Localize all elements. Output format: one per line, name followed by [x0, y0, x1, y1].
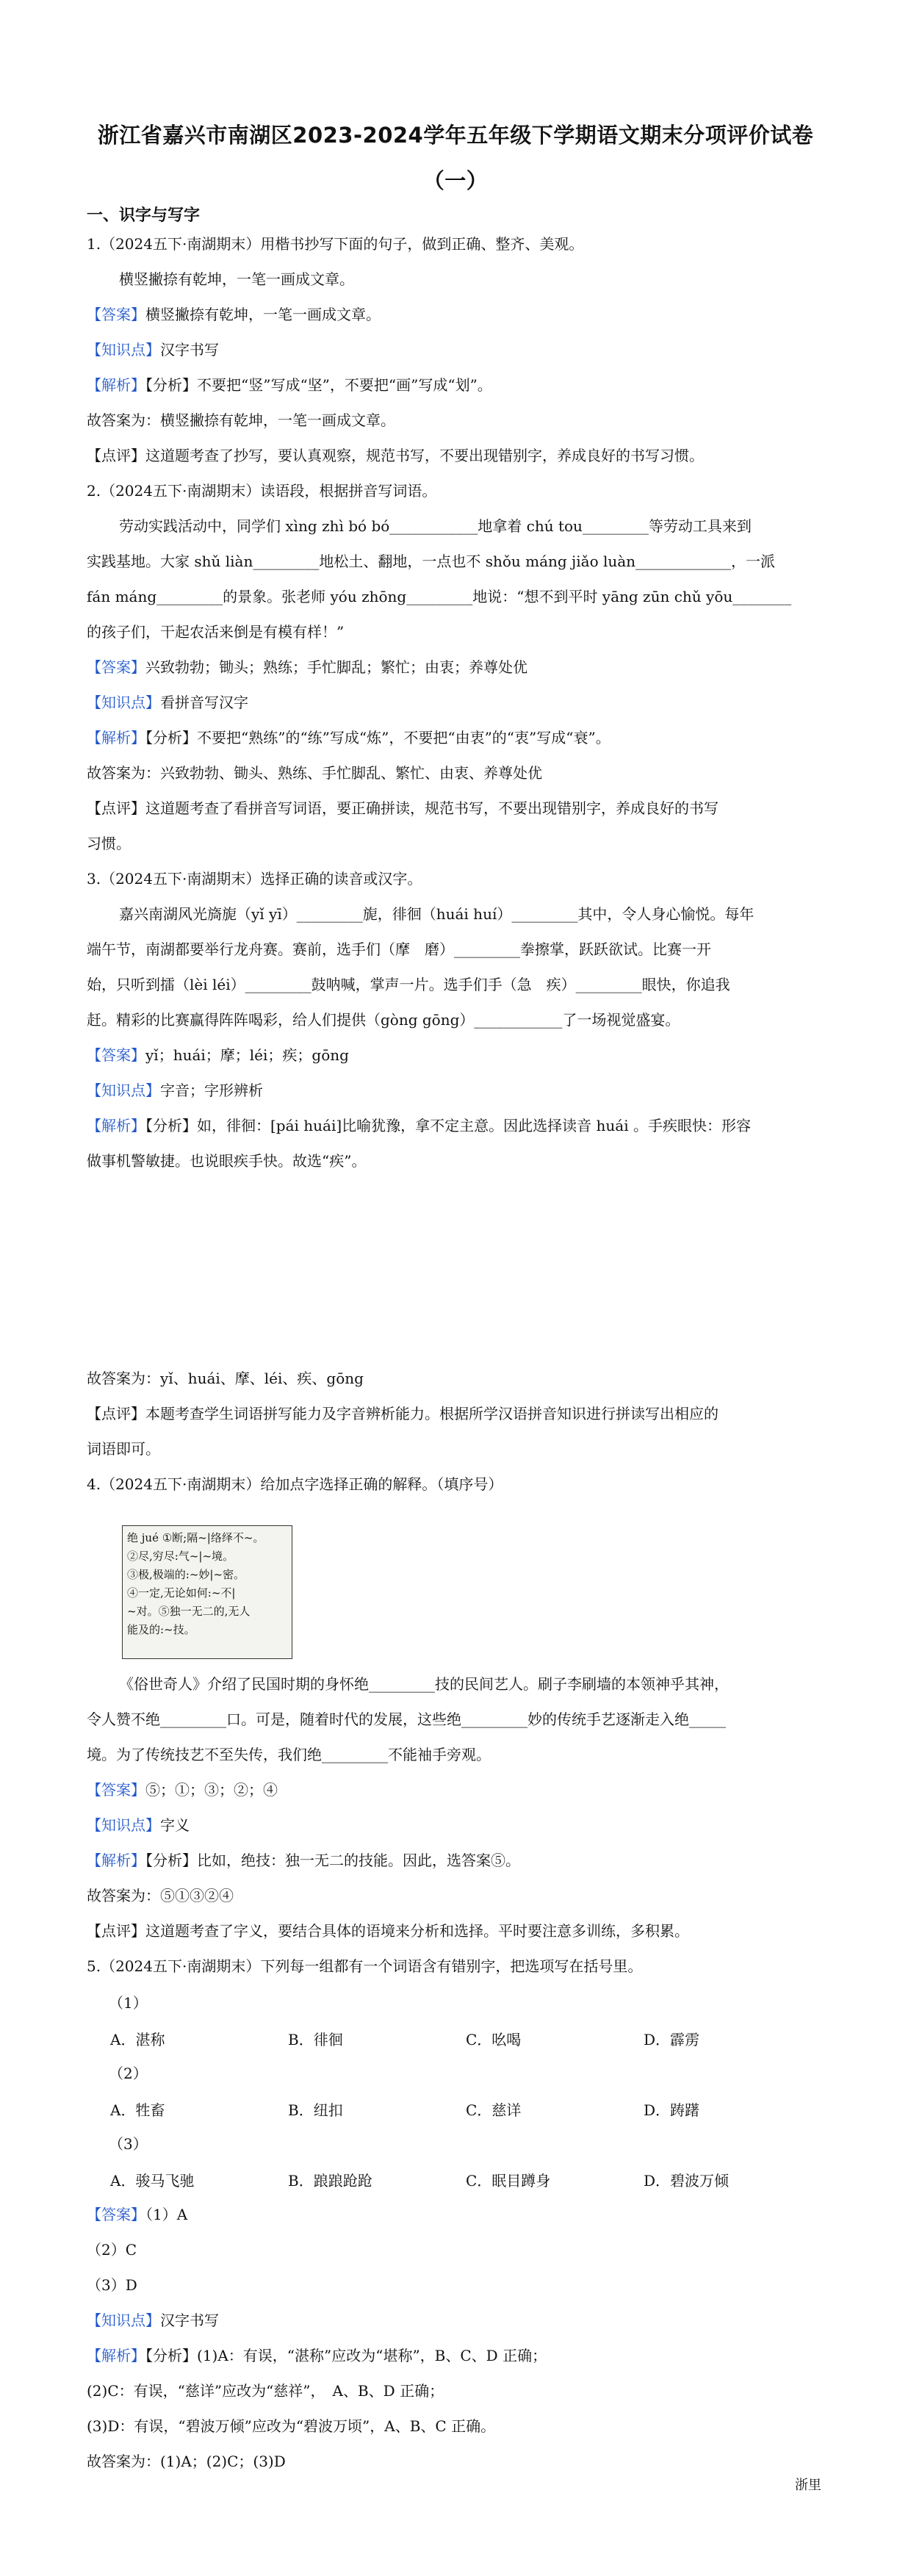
dict-line: 绝 jué ①断;隔~|络绎不~。 [127, 1531, 264, 1544]
q3-paragraph-line: 端午节，南湖都要举行龙舟赛。赛前，选手们（摩 磨）_________拳擦掌，跃跃欲试。比赛一开 [87, 940, 711, 958]
q5-option: C．吆喝 [466, 2031, 522, 2048]
q4-point [87, 1815, 829, 1835]
comment-text: 这道题考查了字义，要结合具体的语境来分析和选择。平时要注意多训练，多积累。 [145, 1922, 689, 1940]
point-text: 汉字书写 [160, 341, 219, 359]
q5-group-label: （1） [109, 1994, 148, 2012]
point-tag: 【知识点】 [87, 1816, 160, 1834]
point-tag: 【知识点】 [87, 341, 160, 359]
q5-option: A．湛称 [110, 2031, 165, 2048]
q5-option: A．牲畜 [110, 2101, 165, 2119]
q3-paragraph-line: 赶。精彩的比赛赢得阵阵喝彩，给人们提供（gòng gōng）____________了一场视觉盛宴。 [87, 1011, 680, 1029]
q1-final: 故答案为：横竖撇捺有乾坤，一笔一画成文章。 [87, 411, 395, 429]
q3-final: 故答案为：yǐ、huái、摩、léi、疾、gōng [87, 1370, 364, 1387]
point-text: 字音；字形辨析 [160, 1082, 263, 1099]
analysis-text: 【分析】不要把“竖”写成“坚”，不要把“画”写成“划”。 [145, 376, 492, 394]
dict-line: ④一定,无论如何:~不| [127, 1586, 236, 1600]
q3-analysis-cont: 做事机警敏捷。也说眼疾手快。故选“疾”。 [87, 1152, 367, 1170]
q5-option: D．霹雳 [644, 2031, 700, 2048]
comment-text: 这道题考查了抄写，要认真观察，规范书写，不要出现错别字，养成良好的书写习惯。 [145, 447, 704, 464]
q4-final: 故答案为：⑤①③②④ [87, 1887, 234, 1904]
point-text: 字义 [160, 1816, 190, 1834]
q5-group-label: （2） [109, 2065, 148, 2082]
q5-option: D．碧波万倾 [644, 2172, 730, 2190]
page-title: 浙江省嘉兴市南湖区2023-2024学年五年级下学期语文期末分项评价试卷 [97, 123, 814, 148]
q1-point [87, 339, 829, 360]
q3-point [87, 1080, 829, 1101]
q2-point [87, 692, 829, 713]
q3-comment [87, 1403, 829, 1424]
q3-analysis [87, 1115, 829, 1136]
q5-answer-line: （2）C [87, 2241, 137, 2259]
answer-tag: 【答案】 [87, 658, 145, 676]
comment-tag: 【点评】 [87, 447, 145, 464]
q4-paragraph-line: 《俗世奇人》介绍了民国时期的身怀绝_________技的民间艺人。刷子李刷墙的本领神乎其神， [119, 1675, 729, 1693]
q5-option: D．踌躇 [644, 2101, 700, 2119]
section-heading: 一、识字与写字 [87, 206, 201, 225]
analysis-tag: 【解析】 [87, 376, 145, 394]
answer-tag: 【答案】 [87, 1781, 145, 1799]
answer-text: ⑤；①；③；②；④ [145, 1781, 278, 1799]
q3-answer [87, 1045, 829, 1065]
q3-paragraph-line: 嘉兴南湖风光旖旎（yǐ yī）_________旎，徘徊（huái huí）_________其中，令人身心愉悦。每年 [119, 905, 755, 923]
analysis-text: 【分析】比如，绝技：独一无二的技能。因此，选答案⑤。 [145, 1852, 520, 1869]
q4-comment [87, 1921, 829, 1941]
q1-analysis [87, 375, 829, 395]
q2-paragraph-line: 劳动实践活动中，同学们 xìng zhì bó bó____________地拿着 chú tou_________等劳动工具来到 [119, 517, 752, 535]
q3-paragraph-line: 始，只听到擂（lèi léi）_________鼓呐喊，掌声一片。选手们手（急 疾）_________眼快，你追我 [87, 976, 730, 993]
q1-stem: 1.（2024五下·南湖期末）用楷书抄写下面的句子，做到正确、整齐、美观。 [87, 235, 584, 253]
point-tag: 【知识点】 [87, 2311, 160, 2329]
dictionary-entry-image [122, 1525, 292, 1659]
answer-tag: 【答案】 [87, 306, 145, 323]
comment-text: 这道题考查了看拼音写词语，要正确拼读，规范书写，不要出现错别字，养成良好的书写 [145, 799, 719, 817]
q1-sentence: 横竖撇捺有乾坤，一笔一画成文章。 [119, 270, 354, 288]
q5-option: C．慈详 [466, 2101, 522, 2119]
dict-line: ②尽,穷尽:气~|~境。 [127, 1550, 234, 1563]
q5-option: B．徘徊 [288, 2031, 343, 2048]
analysis-tag: 【解析】 [87, 2347, 145, 2364]
q2-paragraph-line: 实践基地。大家 shǔ liàn_________地松土、翻地，一点也不 shǒu máng jiǎo luàn_____________，一派 [87, 553, 776, 570]
q4-stem: 4.（2024五下·南湖期末）给加点字选择正确的解释。（填序号） [87, 1475, 503, 1493]
analysis-tag: 【解析】 [87, 729, 145, 746]
analysis-text: 【分析】不要把“熟练”的“练”写成“炼”，不要把“由衷”的“衷”写成“衰”。 [145, 729, 611, 746]
q2-comment-cont: 习惯。 [87, 835, 131, 852]
q5-option: B．纽扣 [288, 2101, 343, 2119]
analysis-text: 【分析】如，徘徊：[pái huái]比喻犹豫，拿不定主意。因此选择读音 huái 。手疾眼快：形容 [145, 1117, 751, 1134]
answer-tag: 【答案】 [87, 2206, 145, 2223]
analysis-text: 【分析】(1)A：有误，“湛称”应改为“堪称”，B、C、D 正确； [145, 2347, 547, 2364]
q5-option: B．踉踉跄跄 [288, 2172, 372, 2190]
answer-text: 横竖撇捺有乾坤，一笔一画成文章。 [145, 306, 381, 323]
answer-text: yǐ；huái；摩；léi；疾；gōng [145, 1046, 349, 1064]
comment-text: 本题考查学生词语拼写能力及字音辨析能力。根据所学汉语拼音知识进行拼读写出相应的 [145, 1405, 719, 1422]
q5-analysis-line: (3)D：有误，“碧波万倾”应改为“碧波万顷”，A、B、C 正确。 [87, 2417, 496, 2435]
comment-tag: 【点评】 [87, 1922, 145, 1940]
analysis-tag: 【解析】 [87, 1117, 145, 1134]
point-tag: 【知识点】 [87, 694, 160, 711]
q5-group-label: （3） [109, 2135, 148, 2153]
q3-stem: 3.（2024五下·南湖期末）选择正确的读音或汉字。 [87, 870, 422, 888]
q2-paragraph-line: 的孩子们，干起农活来倒是有模有样！” [87, 623, 345, 641]
point-text: 看拼音写汉字 [160, 694, 248, 711]
q1-answer [87, 304, 829, 325]
q2-comment [87, 798, 829, 819]
q5-final: 故答案为：(1)A；(2)C；(3)D [87, 2453, 286, 2470]
answer-tag: 【答案】 [87, 1046, 145, 1064]
answer-text: （1）A [145, 2206, 188, 2223]
q5-answer-line: （3）D [87, 2276, 137, 2294]
analysis-tag: 【解析】 [87, 1852, 145, 1869]
q5-option: A．骏马飞驰 [110, 2172, 195, 2190]
dict-line: 能及的:~技。 [127, 1623, 195, 1636]
point-text: 汉字书写 [160, 2311, 219, 2329]
q2-stem: 2.（2024五下·南湖期末）读语段，根据拼音写词语。 [87, 482, 437, 500]
answer-text: 兴致勃勃；锄头；熟练；手忙脚乱；繁忙；由衷；养尊处优 [145, 658, 527, 676]
point-tag: 【知识点】 [87, 1082, 160, 1099]
q4-answer [87, 1780, 829, 1800]
dict-line: ~对。⑤独一无二的,无人 [127, 1605, 251, 1618]
q4-paragraph-line: 令人赞不绝_________口。可是，随着时代的发展，这些绝_________妙的传统手艺逐渐走入绝_____ [87, 1710, 726, 1728]
q5-stem: 5.（2024五下·南湖期末）下列每一组都有一个词语含有错别字，把选项写在括号里。 [87, 1957, 643, 1975]
comment-tag: 【点评】 [87, 799, 145, 817]
q5-analysis [87, 2345, 829, 2366]
q5-option: C．眠目蹲身 [466, 2172, 551, 2190]
q1-comment [87, 445, 829, 466]
q5-analysis-line: (2)C：有误，“慈详”应改为“慈祥”， A、B、D 正确； [87, 2382, 444, 2400]
q4-analysis [87, 1850, 829, 1871]
q5-answer [87, 2204, 829, 2225]
q2-analysis [87, 727, 829, 748]
q2-answer [87, 657, 829, 677]
q2-final: 故答案为：兴致勃勃、锄头、熟练、手忙脚乱、繁忙、由衷、养尊处优 [87, 764, 542, 782]
page-footer: 浙里 [795, 2478, 821, 2493]
q4-paragraph-line: 境。为了传统技艺不至失传，我们绝_________不能袖手旁观。 [87, 1746, 491, 1763]
q5-point [87, 2310, 829, 2331]
q3-comment-cont: 词语即可。 [87, 1440, 160, 1458]
q2-paragraph-line: fán máng_________的景象。张老师 yóu zhōng_________地说：“想不到平时 yāng zūn chǔ yōu________ [87, 588, 792, 605]
dict-line: ③极,极端的:~妙|~密。 [127, 1568, 245, 1581]
page-subtitle: （一） [422, 168, 489, 193]
comment-tag: 【点评】 [87, 1405, 145, 1422]
